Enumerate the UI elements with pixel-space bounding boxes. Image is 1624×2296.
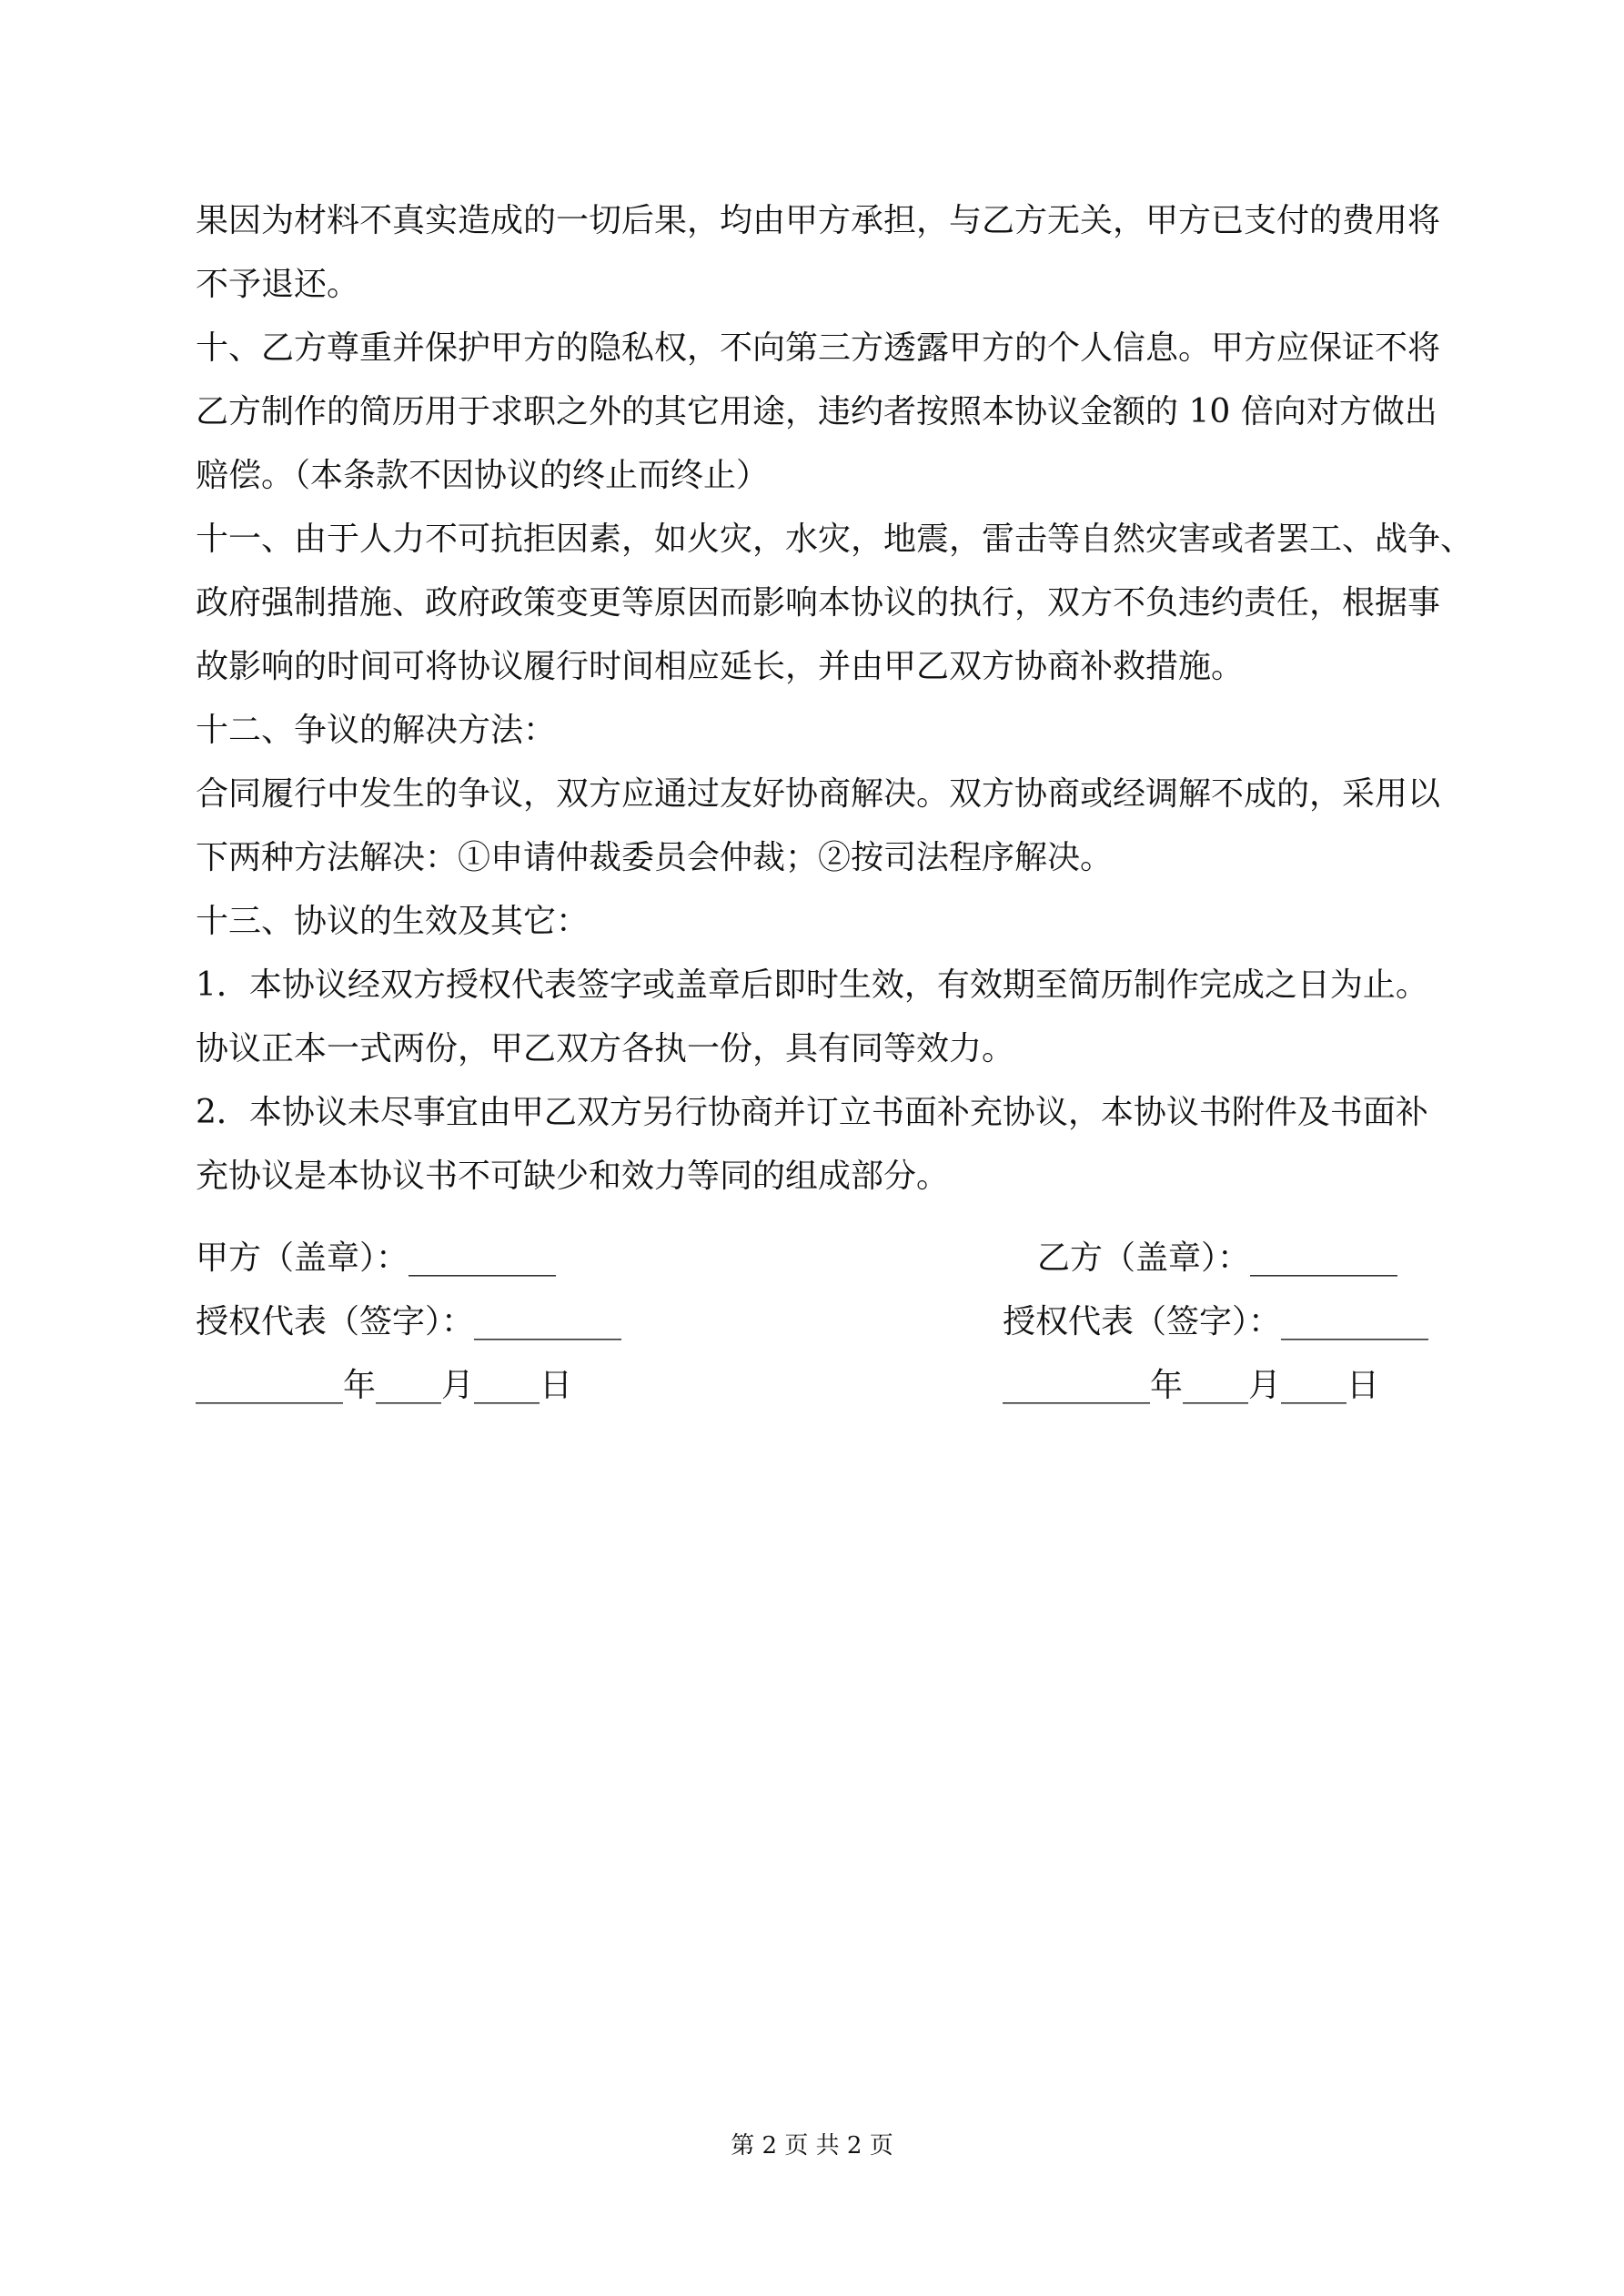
body-line: 协议正本一式两份，甲乙双方各执一份，具有同等效力。 (196, 1030, 1015, 1067)
body-line: 赔偿。（本条款不因协议的终止而终止） (196, 457, 770, 494)
body-line: 不予退还。 (196, 266, 360, 303)
party-a-signatory-field: 授权代表（签字）：_________ (196, 1303, 622, 1340)
body-line: 故影响的时间可将协议履行时间相应延长，并由甲乙双方协商补救措施。 (196, 648, 1245, 685)
body-line: 果因为材料不真实造成的一切后果，均由甲方承担，与乙方无关，甲方已支付的费用将 (196, 202, 1441, 239)
body-line: 充协议是本协议书不可缺少和效力等同的组成部分。 (196, 1158, 950, 1195)
clause-12-heading: 十二、争议的解决方法： (196, 712, 557, 749)
body-line: 政府强制措施、政府政策变更等原因而影响本协议的执行，双方不负违约责任，根据事 (196, 584, 1441, 622)
clause-13-heading: 十三、协议的生效及其它： (196, 903, 590, 940)
clause-11-heading-line: 十一、由于人力不可抗拒因素，如火灾，水灾，地震，雷击等自然灾害或者罢工、战争、 (196, 521, 1474, 558)
party-b-signatory-field: 授权代表（签字）：_________ (1003, 1303, 1429, 1340)
party-a-seal-field: 甲方（盖章）：_________ (196, 1239, 557, 1277)
body-line: 2．本协议未尽事宜由甲乙双方另行协商并订立书面补充协议，本协议书附件及书面补 (196, 1094, 1428, 1131)
body-line: 乙方制作的简历用于求职之外的其它用途，违约者按照本协议金额的 10 倍向对方做出 (196, 393, 1437, 430)
party-b-date-field: _________年____月____日 (1003, 1367, 1379, 1404)
body-line: 下两种方法解决：①申请仲裁委员会仲裁；②按司法程序解决。 (196, 839, 1114, 876)
body-line: 合同履行中发生的争议，双方应通过友好协商解决。双方协商或经调解不成的，采用以 (196, 775, 1441, 813)
party-a-date-field: _________年____月____日 (196, 1367, 572, 1404)
page-number: 第 2 页 共 2 页 (731, 2132, 893, 2159)
contract-body (196, 189, 1474, 1209)
body-line: 1．本协议经双方授权代表签字或盖章后即时生效，有效期至简历制作完成之日为止。 (196, 966, 1428, 1004)
clause-10-heading-line: 十、乙方尊重并保护甲方的隐私权，不向第三方透露甲方的个人信息。甲方应保证不将 (196, 329, 1441, 367)
party-b-seal-field: 乙方（盖章）：_________ (1037, 1239, 1398, 1277)
